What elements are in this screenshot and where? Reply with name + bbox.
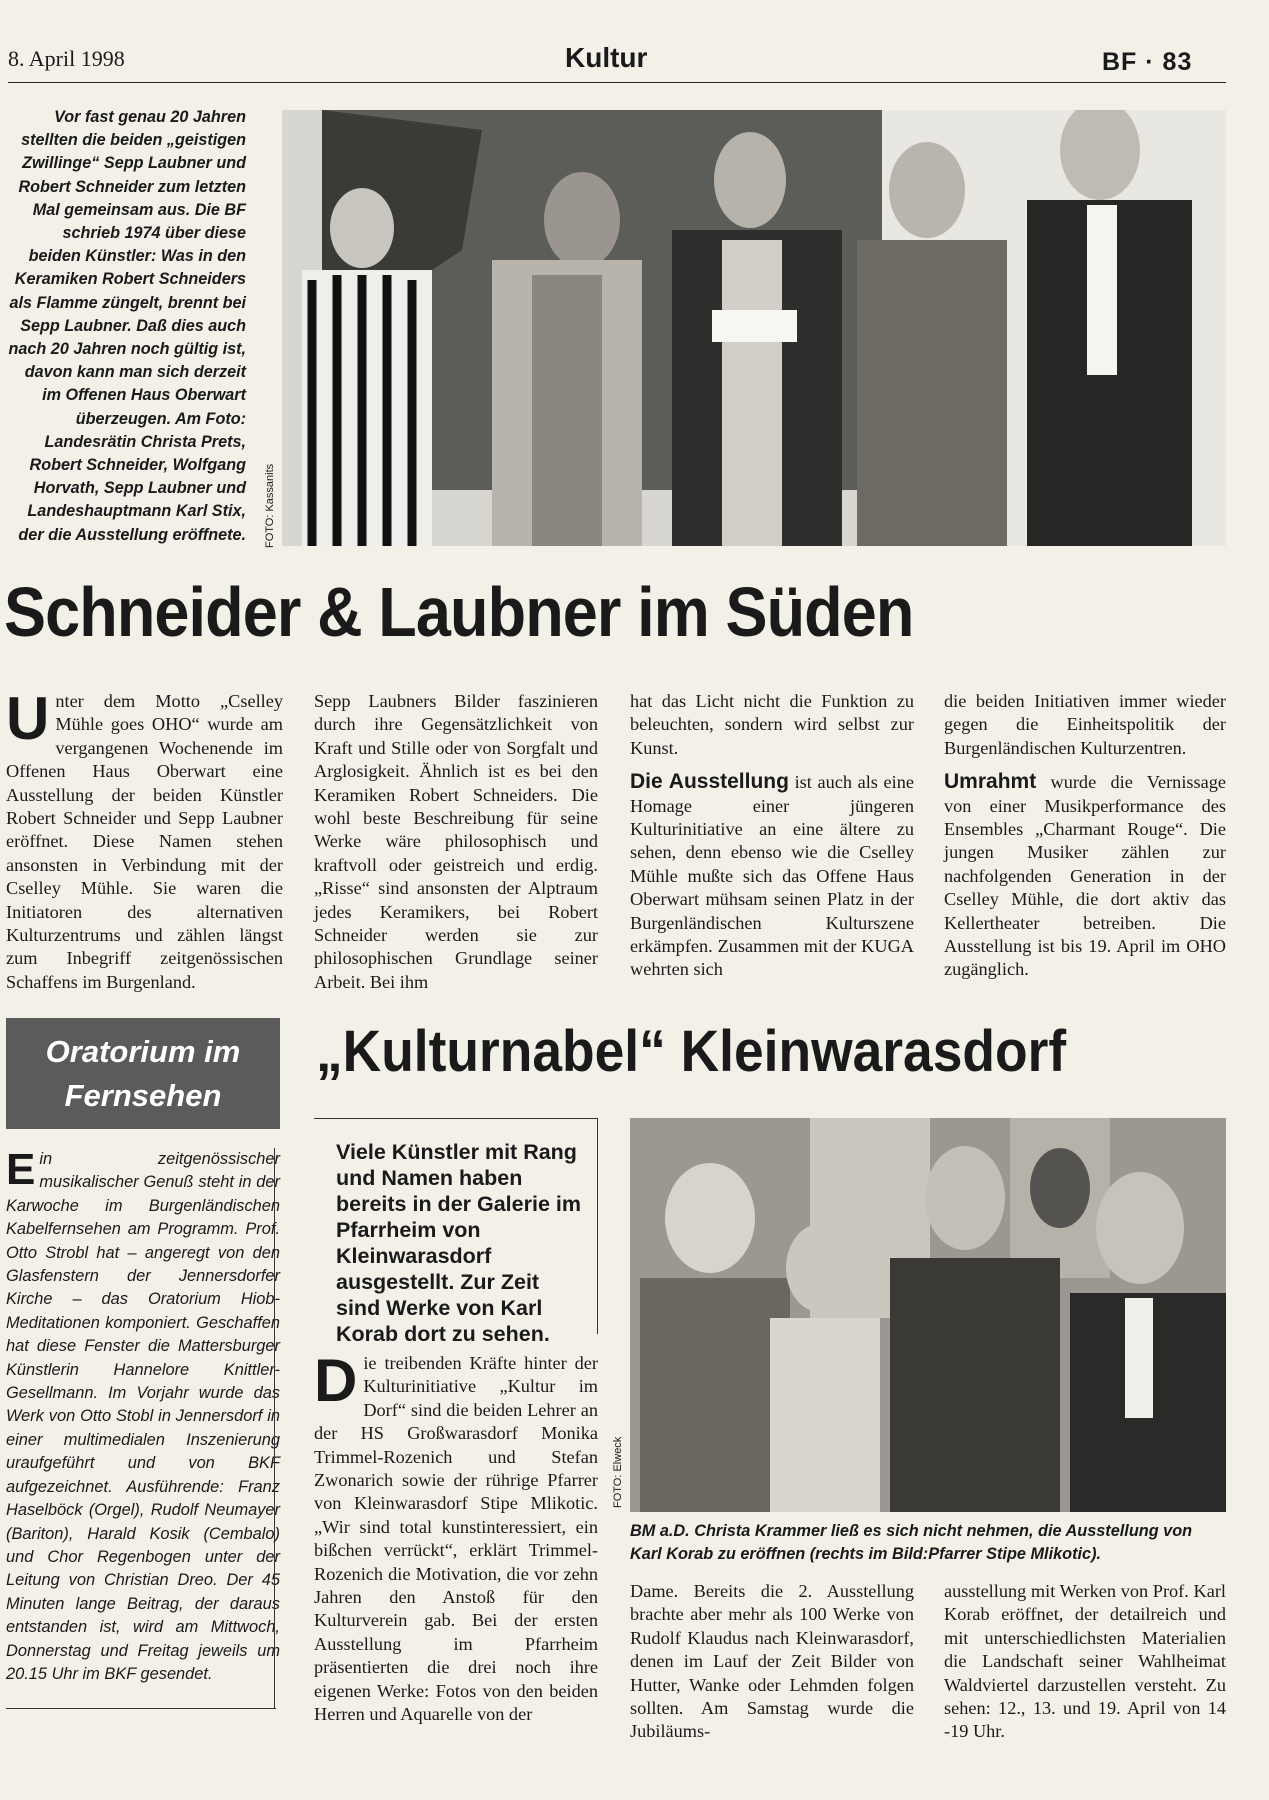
article1-col4 [944, 690, 1226, 982]
article1-col4-para2-text: wurde die Vernissage von einer Musikperformance des Ensembles „Charmant Rouge“. Die jungen Musiker zählen zur nachfolgenden Generation in der Cselley Mühle, die dort aktiv das Kellertheater betreiben. Die Ausstellung ist bis 19. April im OHO zugänglich. [944, 772, 1226, 980]
sidebar-dropcap: E [6, 1145, 36, 1194]
subhead-ausstellung: Die Ausstellung [630, 770, 789, 794]
article2-col3: ausstellung mit Werken von Prof. Karl Korab eröffnet, der detailreich und mit unterschiedlichsten Materialien die Landschaft seiner Wahlheimat Waldviertel darzustellen versteht. Zu sehen: 12., 13. und 19. April von 14 -19 Uhr. [944, 1581, 1226, 1742]
sidebar-title-line1: Oratorium im [45, 1034, 241, 1069]
sidebar-title-box [6, 1018, 280, 1129]
article2-col1-text: ie treibenden Kräfte hinter der Kulturinitiative „Kultur im Dorf“ sind die beiden Lehrer an der HS Großwarasdorf Monika Trimmel-Rozenich und Stefan Zwonarich sowie der rührige Pfarrer von Kleinwarasdorf Stipe Mlikotic. „Wir sind total kunstinteressiert, ein bißchen verrückt“, erklärt Trimmel-Rozenich die Motivation, die vor zehn Jahren den Anstoß für den Kulturverein gab. Bei der ersten Ausstellung im Pfarrheim präsentierten die drei noch ihre eigenen Werke: Fotos von den beiden Herren und Aquarelle von der [314, 1353, 598, 1725]
article2-col2: Dame. Bereits die 2. Ausstellung brachte aber mehr als 100 Werke von Rudolf Klaudus nach Kleinwarasdorf, denen im Lauf der Zeit Bilder von Hutter, Wanke oder Lehmden folgen sollten. Am Samstag wurde die Jubiläums- [630, 1581, 914, 1742]
article2-dropcap: D [314, 1347, 358, 1414]
sidebar-rule [274, 1148, 275, 1708]
top-photo [282, 110, 1226, 546]
page-number: BF · 83 [1102, 48, 1193, 76]
top-photo-credit: FOTO: Kassanits [264, 463, 276, 548]
article2-intro: Viele Künstler mit Rang und Namen haben bereits in der Galerie im Pfarrheim von Kleinwarasdorf ausgestellt. Zur Zeit sind Werke von Karl Korab dort zu sehen. [314, 1118, 598, 1334]
article1-col2: Sepp Laubners Bilder faszinieren durch ihre Gegensätzlichkeit von Kraft und Stille oder von Sorgfalt und Arglosigkeit. Ähnlich ist es bei den Keramiken Robert Schneiders. Die wohl beste Beschreibung für seine Werke wäre philosophisch und kraftvoll oder geistreich und erdig. „Risse“ sind ansonsten der Alptraum jedes Keramikers, bei Robert Schneider werden sie zur philosophischen Grundlage seiner Arbeit. Bei ihm [314, 691, 598, 992]
headline-schneider-laubner: Schneider & Laubner im Süden [4, 573, 914, 651]
dropcap: U [6, 685, 50, 752]
bottom-photo [630, 1118, 1226, 1512]
article1-col3-para2 [630, 770, 914, 982]
header-rule [8, 82, 1226, 83]
article1-col4-para2 [944, 770, 1226, 982]
article1-col1 [6, 685, 283, 994]
headline-kulturnabel: „Kulturnabel“ Kleinwarasdorf [316, 1019, 1067, 1084]
article2-col1 [314, 1347, 598, 1727]
sidebar-title-line2: Fernsehen [64, 1078, 222, 1113]
sidebar-bottom-rule [6, 1708, 276, 1709]
top-photo-caption: Vor fast genau 20 Jahren stellten die beiden „geistigen Zwillinge“ Sepp Laubner und Robert Schneider zum letzten Mal gemeinsam aus. Die BF schrieb 1974 über diese beiden Künstler: Was in den Keramiken Robert Schneiders als Flamme züngelt, brennt bei Sepp Laubner. Daß dies auch nach 20 Jahren noch gültig ist, davon kann man sich derzeit im Offenen Haus Oberwart überzeugen. Am Foto: Landesrätin Christa Prets, Robert Schneider, Wolfgang Horvath, Sepp Laubner und Landeshauptmann Karl Stix, der die Ausstellung eröffnete. [8, 108, 246, 544]
subhead-umrahmt: Umrahmt [944, 770, 1037, 794]
section-title: Kultur [565, 42, 648, 73]
article1-col1-text: nter dem Motto „Cselley Mühle goes OHO“ wurde am vergangenen Wochenende im Offenen Haus Oberwart eine Ausstellung der beiden Künstler Robert Schneider und Sepp Laubner eröffnet. Diese Namen stehen ansonsten in Verbindung mit der Cselley Mühle. Sie waren die Initiatoren des alternativen Kulturzentrums und zählen längst zum Inbegriff zeitgenössischen Schaffens im Burgenland. [6, 691, 283, 992]
article1-col3 [630, 690, 914, 982]
article1-col3-para2-text: ist auch als eine Homage einer jüngeren Kulturinitiative an eine ältere zu sehen, denn ebenso wie die Cselley Mühle mußte sich das Offene Haus Oberwart mühsam seinen Platz in der Burgenländischen Kulturszene erkämpfen. Zusammen mit der KUGA wehrten sich [630, 772, 914, 980]
article1-col3-para1: hat das Licht nicht die Funktion zu beleuchten, sondern wird selbst zur Kunst. [630, 691, 914, 758]
bottom-photo-credit: FOTO: Elweck [612, 1436, 624, 1508]
sidebar-body-text: in zeitgenössischer musikalischer Genuß steht in der Karwoche im Burgenländischen Kabelfernsehen am Programm. Prof. Otto Strobl hat – angeregt von den Glasfenstern der Jennersdorfer Kirche – das Oratorium Hiob-Meditationen komponiert. Geschaffen hat diese Fenster die Mattersburger Künstlerin Hannelore Knittler-Gesellmann. Im Vorjahr wurde das Werk von Otto Stobl in Jennersdorf in einer multimedialen Inszenierung uraufgeführt und von BKF aufgezeichnet. Ausführende: Franz Haselböck (Orgel), Rudolf Neumayer (Bariton), Harald Kosik (Cembalo) und Chor Regenbogen unter der Leitung von Christian Dreo. Der 45 Minuten lange Beitrag, der daraus entstanden ist, wird am Mittwoch, Donnerstag und Freitag jeweils um 20.15 Uhr im BKF gesendet. [6, 1150, 280, 1683]
sidebar-body [6, 1145, 280, 1686]
issue-date: 8. April 1998 [8, 46, 125, 71]
top-photo-image [282, 110, 1226, 546]
bottom-photo-image [630, 1118, 1226, 1512]
article1-col4-para1: die beiden Initiativen immer wieder gegen die Einheitspolitik der Burgenländischen Kulturzentren. [944, 691, 1226, 758]
bottom-photo-caption: BM a.D. Christa Krammer ließ es sich nicht nehmen, die Ausstellung von Karl Korab zu eröffnen (rechts im Bild:Pfarrer Stipe Mlikotic). [630, 1522, 1193, 1563]
